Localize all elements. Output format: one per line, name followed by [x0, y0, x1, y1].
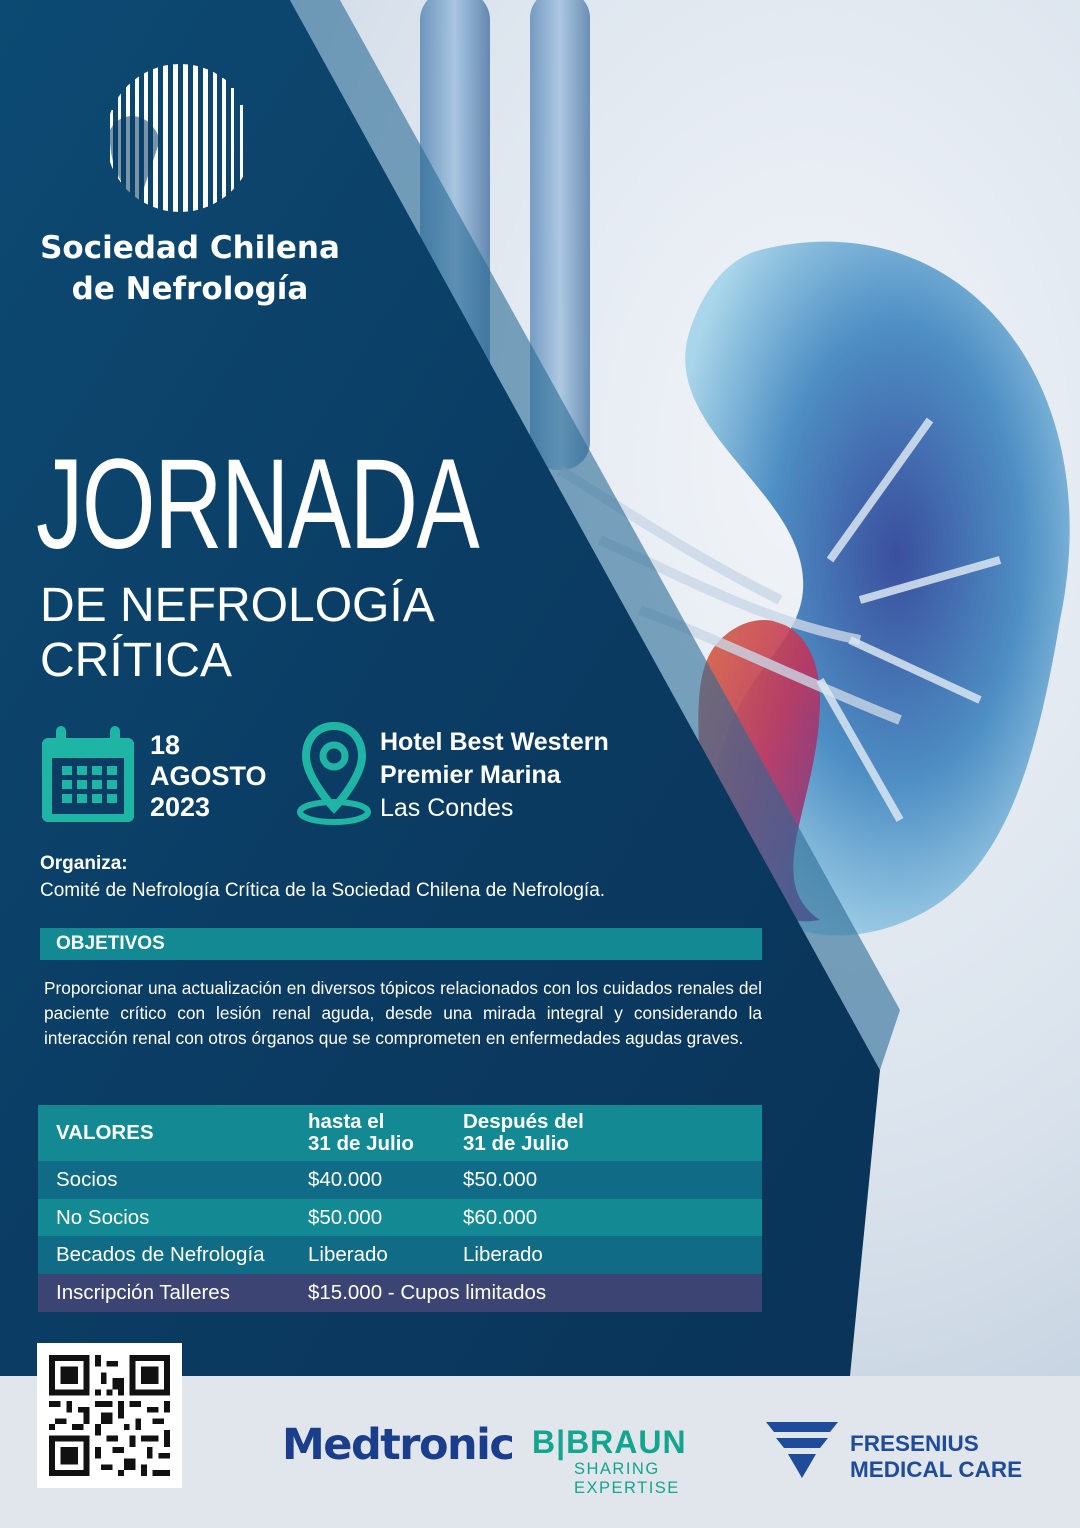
after-line2: 31 de Julio: [463, 1132, 569, 1155]
row-category: No Socios: [38, 1199, 308, 1236]
row-before: Liberado: [308, 1236, 463, 1274]
after-line1: Después del: [463, 1110, 584, 1133]
bbraun-tagline: SHARING EXPERTISE: [574, 1460, 680, 1497]
subtitle-line1: DE NEFROLOGÍA: [40, 579, 435, 632]
workshop-value: $15.000 - Cupos limitados: [308, 1274, 762, 1312]
calendar-icon: [40, 724, 136, 824]
fresenius-line2: MEDICAL CARE: [850, 1457, 1023, 1482]
organizer-label: Organiza:: [40, 853, 128, 874]
row-after: $50.000: [463, 1161, 762, 1199]
workshop-category: Inscripción Talleres: [38, 1274, 308, 1312]
prices-header-row: [38, 1105, 762, 1161]
objectives-text: Proporcionar una actualización en diversos tópicos relacionados con los cuidados renales del paciente crítico con lesión renal aguda, desde una mirada integral y considerando la interacción renal con otros órganos que se comprometen en enfermedades agudas graves.: [44, 978, 762, 1048]
org-name-line1: Sociedad Chilena: [40, 230, 340, 266]
fresenius-logo: [850, 1431, 1022, 1483]
venue-line1: Hotel Best Western: [380, 728, 609, 756]
medtronic-logo: Medtronic: [282, 1420, 514, 1470]
venue-line3: Las Condes: [380, 794, 514, 822]
row-category: Becados de Nefrología: [38, 1236, 308, 1274]
fresenius-line1: FRESENIUS: [850, 1431, 979, 1456]
before-line1: hasta el: [308, 1110, 385, 1133]
venue-line2: Premier Marina: [380, 761, 561, 789]
row-before: $50.000: [308, 1199, 463, 1236]
table-row: [38, 1236, 762, 1274]
event-date: [150, 730, 267, 823]
bbraun-wordmark: B|BRAUN: [532, 1424, 687, 1460]
date-year: 2023: [150, 792, 211, 822]
qr-code-icon: [49, 1355, 170, 1476]
subtitle-line2: CRÍTICA: [40, 634, 232, 687]
date-day: 18: [150, 730, 181, 760]
org-name-line2: de Nefrología: [71, 271, 309, 307]
prices-header-label: VALORES: [38, 1105, 308, 1161]
before-line2: 31 de Julio: [308, 1132, 414, 1155]
objectives-heading-bar: [40, 928, 762, 960]
qr-code[interactable]: [37, 1343, 182, 1488]
prices-header-before: [308, 1105, 463, 1161]
date-month: AGOSTO: [150, 761, 267, 791]
row-before: $40.000: [308, 1161, 463, 1199]
organizer-block: [40, 850, 760, 904]
organization-name: [40, 228, 340, 310]
table-row: [38, 1199, 762, 1236]
prices-header-after: [463, 1105, 762, 1161]
organizer-text: Comité de Nefrología Crítica de la Sociedad Chilena de Nefrología.: [40, 880, 606, 901]
objectives-heading: OBJETIVOS: [56, 933, 165, 954]
kidney-stripes-logo: [100, 60, 260, 215]
prices-table: [38, 1105, 762, 1312]
bbraun-logo: [532, 1424, 762, 1497]
event-subtitle: [40, 578, 435, 688]
workshop-row: [38, 1274, 762, 1312]
fresenius-chevron-icon: [766, 1422, 838, 1480]
location-pin-icon: [296, 722, 372, 826]
event-title: JORNADA: [36, 433, 479, 576]
table-row: [38, 1161, 762, 1199]
row-after: Liberado: [463, 1236, 762, 1274]
row-category: Socios: [38, 1161, 308, 1199]
event-venue: [380, 726, 609, 825]
row-after: $60.000: [463, 1199, 762, 1236]
